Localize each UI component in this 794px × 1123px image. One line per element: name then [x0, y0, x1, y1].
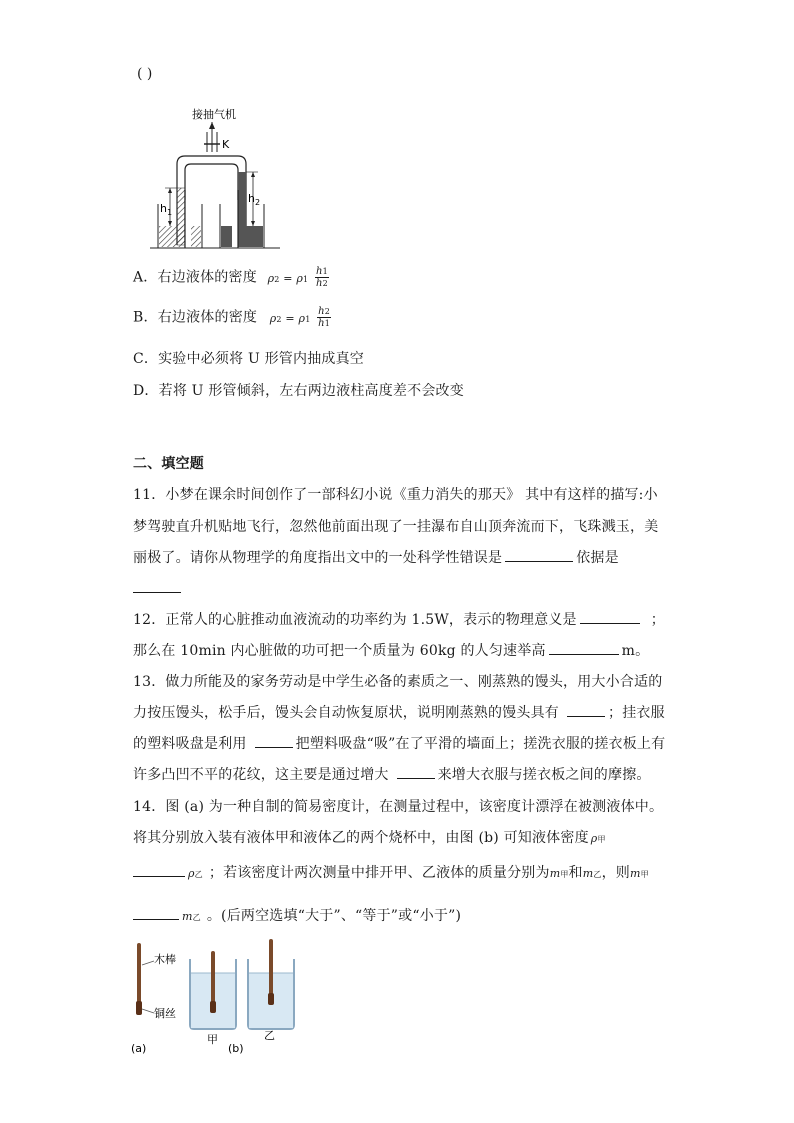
q11-line-2: 梦驾驶直升机贴地飞行，忽然他前面出现了一挂瀑布自山顶奔流而下，飞珠溅玉，美 [133, 519, 659, 535]
q14-blank-2[interactable] [133, 905, 179, 920]
beaker-jia-label: 甲 [207, 1033, 218, 1046]
option-a[interactable] [133, 266, 329, 289]
q13-line-2: 力按压馒头，松手后，馒头会自动恢复原状，说明刚蒸熟的馒头具有 ；挂衣服 [133, 702, 665, 722]
q11-line-4 [133, 578, 181, 597]
q13-line-4: 许多凸凹不平的花纹，这主要是通过增大 来增大衣服与搓衣板之间的摩擦。 [133, 764, 651, 784]
q14-line-4: m乙 。(后两空选填“大于”、“等于”或“小于”) [133, 905, 461, 925]
figure-a-label: (a) [131, 1042, 147, 1055]
q11-blank-1[interactable] [505, 547, 573, 562]
figure-b-label: (b) [228, 1042, 244, 1055]
q14-m-yi-2: m乙 [182, 910, 201, 923]
q13-blank-3[interactable] [397, 764, 435, 779]
beaker-yi-label: 乙 [264, 1029, 275, 1042]
q11-blank-2[interactable] [133, 578, 181, 593]
option-b[interactable] [133, 306, 331, 329]
q14-rho-yi: ρ乙 [188, 867, 203, 880]
q13-blank-1[interactable] [567, 702, 605, 717]
q14-m-jia-2: m甲 [629, 867, 649, 880]
beaker-jia [190, 951, 236, 1029]
q13-line-1: 13．做力所能及的家务劳动是中学生必备的素质之一、刚蒸熟的馒头，用大小合适的 [133, 674, 663, 690]
q14-line-1: 14．图 (a) 为一种自制的简易密度计，在测量过程中，该密度计漂浮在被测液体中。 [133, 799, 664, 815]
h1-label: $h_1$ [160, 202, 173, 217]
q14-blank-1[interactable] [133, 862, 185, 877]
pump-label: 接抽气机 [192, 108, 236, 121]
wood-label: 木棒 [154, 953, 176, 966]
q11-line-3: 丽极了。请你从物理学的角度指出文中的一处科学性错误是 依据是 [133, 547, 619, 567]
section-title: 二、填空题 [133, 456, 204, 472]
q12-line-2: 那么在 10min 内心脏做的功可把一个质量为 60kg 的人匀速举高 m。 [133, 640, 649, 660]
q14-line-3: ρ乙 ；若该密度计两次测量中排开甲、乙液体的质量分别为m甲和m乙，则m甲 [133, 862, 649, 882]
q13-line-3: 的塑料吸盘是利用 把塑料吸盘“吸”在了平滑的墙面上；搓洗衣服的搓衣板上有 [133, 733, 665, 753]
u-tube-figure [150, 100, 290, 250]
option-b-formula: ρ2 = ρ1 [269, 311, 311, 325]
option-d[interactable]: D．若将 U 形管倾斜，左右两边液柱高度差不会改变 [133, 383, 464, 399]
h2-label: $h_2$ [248, 192, 261, 207]
copper-wire [136, 1001, 142, 1015]
q13-blank-2[interactable] [255, 733, 293, 748]
option-b-label: B．右边液体的密度 [133, 309, 258, 326]
left-beaker-liquid [159, 226, 201, 247]
option-b-fraction: $\frac{h2}{h1}$ [318, 306, 331, 329]
answer-bracket: ( ) [137, 66, 153, 82]
q14-m-yi: m乙 [582, 867, 602, 880]
q12-blank-1[interactable] [580, 609, 640, 624]
wire-label: 铜丝 [154, 1007, 176, 1020]
q11-line-1: 11．小梦在课余时间创作了一部科幻小说《重力消失的那天》 其中有这样的描写:小 [133, 487, 658, 503]
hydrometer-figure [128, 935, 298, 1060]
valve-label: K [222, 138, 230, 151]
q14-m-jia: m甲 [549, 867, 569, 880]
q14-line-2: 将其分别放入装有液体甲和液体乙的两个烧杯中，由图 (b) 可知液体密度 ρ甲 [133, 830, 606, 846]
q12-line-1: 12．正常人的心脏推动血液流动的功率约为 1.5W，表示的物理意义是 ； [133, 609, 665, 629]
option-a-label: A．右边液体的密度 [133, 269, 257, 286]
q14-rho-jia: ρ甲 [590, 832, 606, 845]
option-a-fraction: $\frac{h1}{h2}$ [315, 266, 328, 289]
beaker-yi [248, 939, 294, 1029]
right-beaker-liquid [221, 226, 263, 247]
option-a-formula: ρ2 = ρ1 [267, 271, 309, 285]
q12-blank-2[interactable] [549, 640, 619, 655]
option-c[interactable]: C．实验中必须将 U 形管内抽成真空 [133, 351, 365, 367]
